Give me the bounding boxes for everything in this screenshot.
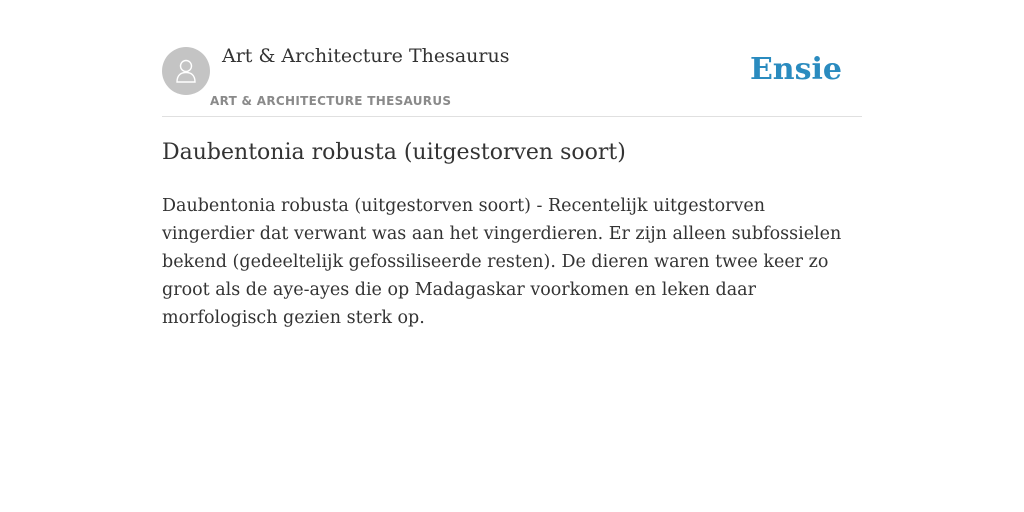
source-label[interactable]: ART & ARCHITECTURE THESAURUS	[210, 94, 452, 108]
content-container	[162, 0, 862, 328]
author-name[interactable]: Art & Architecture Thesaurus	[222, 45, 510, 67]
page-title: Daubentonia robusta (uitgestorven soort)	[162, 140, 626, 165]
user-icon	[171, 56, 201, 86]
definition-text: Daubentonia robusta (uitgestorven soort) - Recentelijk uitgestorven vingerdier dat verwant was aan het vingerdieren. Er zijn alleen subfossielen bekend (gedeeltelijk gefossiliseerde resten). De dieren waren twee keer zo groot als de aye-ayes die op Madagaskar voorkomen en leken daar morfologisch gezien sterk op.	[162, 196, 842, 328]
avatar[interactable]	[162, 47, 210, 95]
brand-logo[interactable]: Ensie	[749, 52, 842, 87]
entry-header	[162, 0, 862, 117]
